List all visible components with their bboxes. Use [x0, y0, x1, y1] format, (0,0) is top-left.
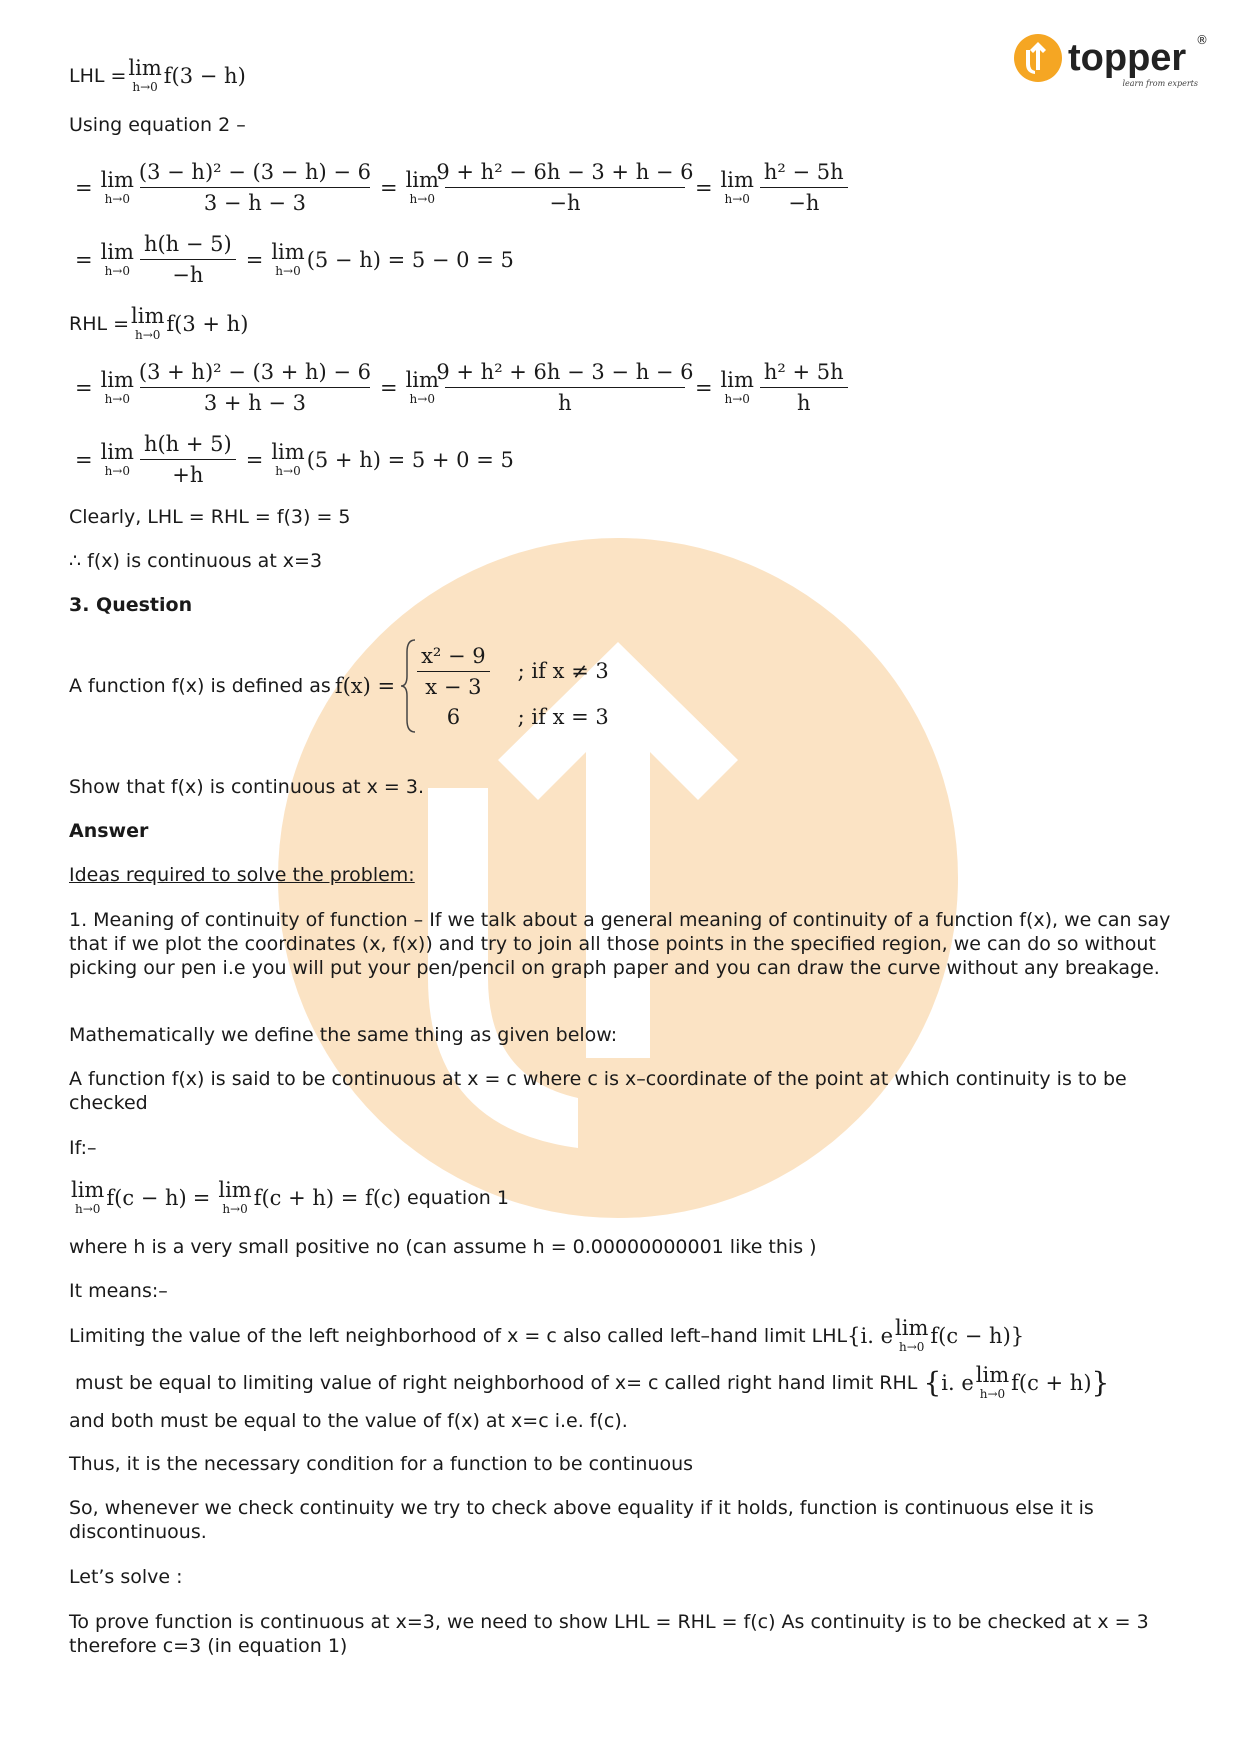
paragraph-check-continuity: So, whenever we check continuity we try to check above equality if it holds, function is continuous else it is discontinuous.: [69, 1497, 1094, 1543]
paragraph-mathematically: Mathematically we define the same thing as given below:: [69, 1024, 618, 1046]
topper-logo: [1012, 30, 1212, 92]
it-means-label: It means:–: [69, 1280, 168, 1302]
question-definition: A function f(x) is defined as f(x) = $\frac{\text{x² − 9}}{x - 3}$ ; if x ≠ 3 6 ; if x = 3: [69, 638, 609, 734]
paragraph-lhl-rhl-line-3: and both must be equal to the value of f(x) at x=c i.e. f(c).: [69, 1410, 628, 1432]
logo-registered: ®: [1196, 33, 1208, 47]
question-heading: 3. Question: [69, 594, 193, 616]
therefore-statement: ∴ f(x) is continuous at x=3: [69, 550, 323, 572]
lhl-step-2: = lim h→0 $\frac{h(h - 5)}{-h}$ = lim h→0 (5 − h) = 5 − 0 = 5: [75, 232, 514, 287]
paragraph-h-definition: where h is a very small positive no (can assume h = 0.00000000001 like this ): [69, 1236, 817, 1258]
paragraph-lhl-rhl-line-2: must be equal to limiting value of right neighborhood of x= c called right hand limit RHL { i. e lim h→0 f(c + h) }: [69, 1363, 1110, 1401]
paragraph-lhl-rhl-line-1: Limiting the value of the left neighborhood of x = c also called left–hand limit LHL { i. e lim h→0 f(c − h) }: [69, 1316, 1025, 1354]
lhl-definition: LHL = lim h→0 f(3 − h): [69, 56, 246, 94]
lhl-step-1: = lim h→0 $\frac{\text{(3 − h)² − (3 − h) − 6}}{3 - h - 3}$ = lim h→0 $\frac{\text{9 + h² − 6h − 3 + h − 6}}{-h}$ = lim h→0 $\frac{\text{h² − 5h}}{-h}$: [69, 160, 852, 215]
using-equation-2: Using equation 2 –: [69, 114, 246, 136]
logo-tagline: learn from experts: [1122, 79, 1198, 88]
clearly-statement: Clearly, LHL = RHL = f(3) = 5: [69, 506, 351, 528]
paragraph-prove: To prove function is continuous at x=3, we need to show LHL = RHL = f(c) As continuity is to be checked at x = 3 therefore c=3 (in equation 1): [69, 1611, 1149, 1657]
paragraph-definition: A function f(x) is said to be continuous at x = c where c is x–coordinate of the point at which continuity is to be checked: [69, 1068, 1127, 1114]
left-brace: [399, 638, 417, 734]
if-label: If:–: [69, 1137, 97, 1159]
paragraph-continuity-meaning: 1. Meaning of continuity of function – If we talk about a general meaning of continuity of a function f(x), we can say that if we plot the coordinates (x, f(x)) and try to join all those points in the specified region, we can do so without picking our pen i.e you will put your pen/pencil on graph paper and you can draw the curve without any breakage.: [69, 909, 1171, 979]
show-statement: Show that f(x) is continuous at x = 3.: [69, 776, 424, 798]
rhl-step-2: = lim h→0 $\frac{h(h + 5)}{+h}$ = lim h→0 (5 + h) = 5 + 0 = 5: [75, 432, 514, 487]
logo-brand: topper: [1068, 37, 1187, 79]
paragraph-necessary-condition: Thus, it is the necessary condition for a function to be continuous: [69, 1453, 694, 1475]
lets-solve-label: Let’s solve :: [69, 1566, 183, 1588]
answer-heading: Answer: [69, 820, 149, 842]
rhl-step-1: = lim h→0 $\frac{\text{(3 + h)² − (3 + h) − 6}}{3 + h - 3}$ = lim h→0 $\frac{\text{9 + h² + 6h − 3 − h − 6}}{h}$ = lim h→0 $\frac{\text{h² + 5h}}{h}$: [69, 360, 852, 415]
equation-1: lim h→0 f(c − h) = lim h→0 f(c + h) = f(c) equation 1: [71, 1178, 509, 1216]
ideas-heading: Ideas required to solve the problem:: [69, 864, 415, 886]
rhl-definition: RHL = lim h→0 f(3 + h): [69, 304, 249, 342]
